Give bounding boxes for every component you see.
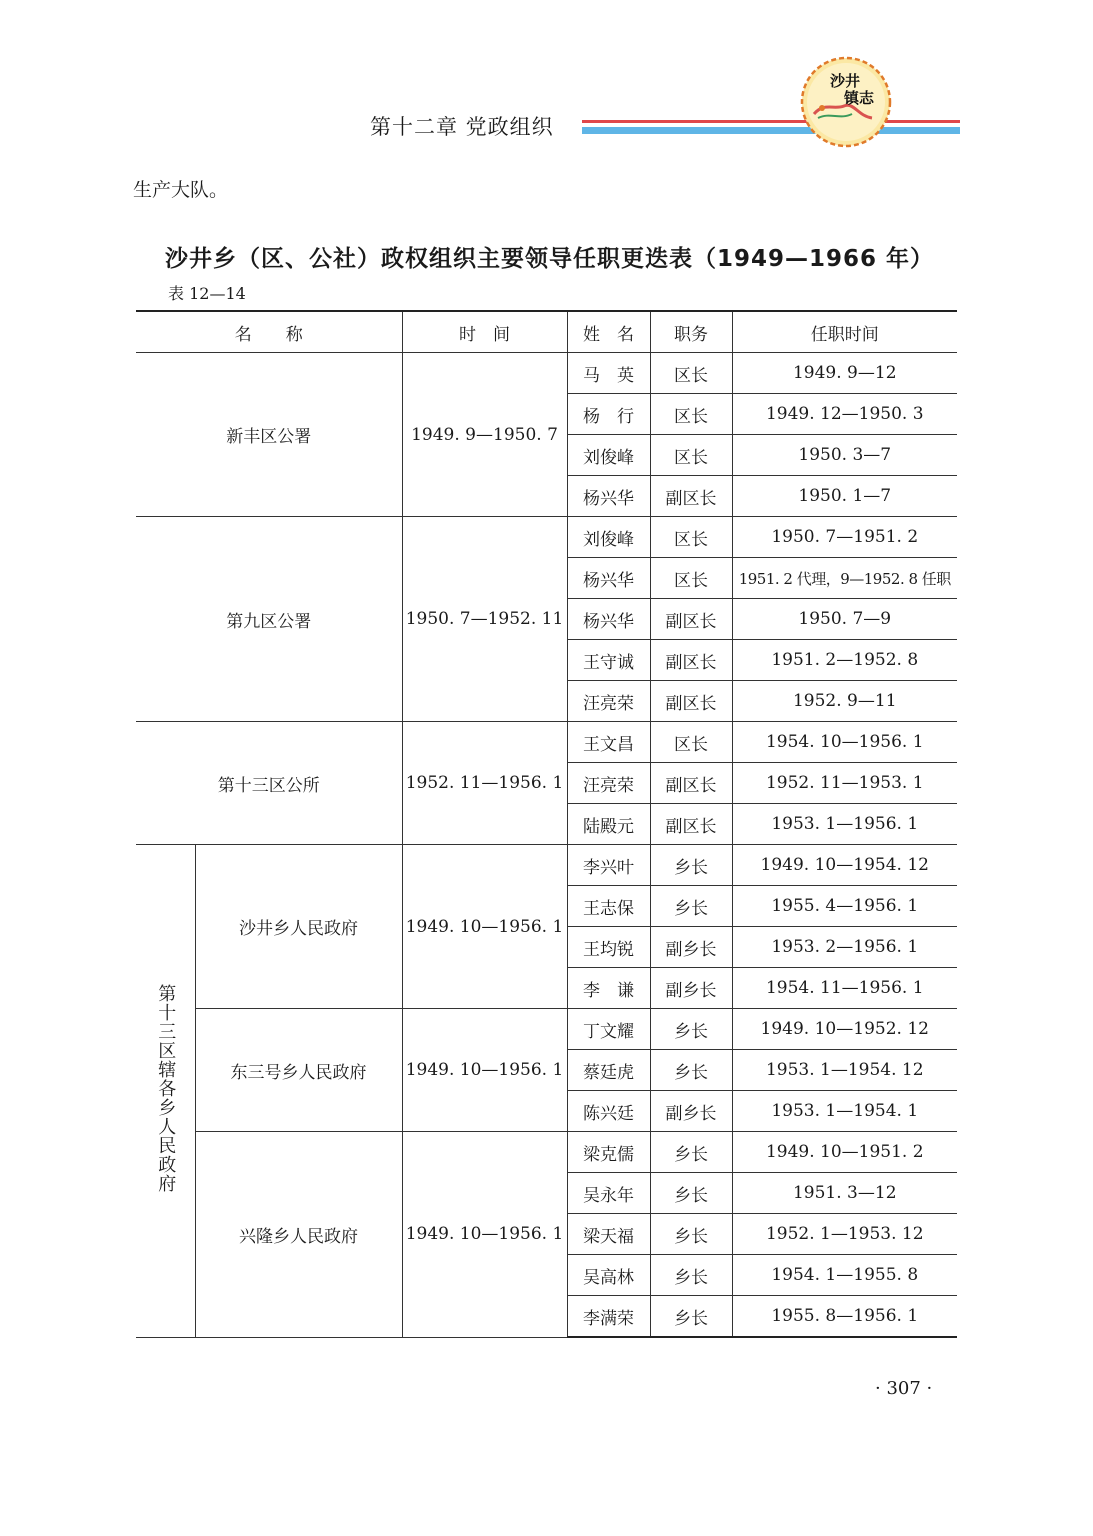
org-name: 新丰区公署: [136, 353, 402, 517]
tenure: 1950. 3—7: [732, 435, 957, 476]
tenure: 1949. 10—1954. 12: [732, 845, 957, 886]
tenure: 1953. 1—1954. 1: [732, 1091, 957, 1132]
table-row: [136, 353, 957, 394]
org-period: 1949. 10—1956. 1: [402, 845, 567, 1009]
tenure: 1949. 12—1950. 3: [732, 394, 957, 435]
person-name: 刘俊峰: [567, 517, 650, 558]
person-name: 陆殿元: [567, 804, 650, 845]
position: 乡长: [650, 1132, 732, 1173]
tenure: 1954. 11—1956. 1: [732, 968, 957, 1009]
org-period: 1949. 9—1950. 7: [402, 353, 567, 517]
org-name: 第九区公署: [136, 517, 402, 722]
table-row: [136, 722, 957, 763]
person-name: 陈兴廷: [567, 1091, 650, 1132]
tenure: 1949. 9—12: [732, 353, 957, 394]
position: 区长: [650, 394, 732, 435]
person-name: 王守诚: [567, 640, 650, 681]
tenure: 1951. 2 代理，9—1952. 8 任职: [732, 558, 957, 599]
person-name: 王志保: [567, 886, 650, 927]
org-name: 沙井乡人民政府: [195, 845, 402, 1009]
person-name: 杨兴华: [567, 476, 650, 517]
org-period: 1949. 10—1956. 1: [402, 1132, 567, 1338]
tenure: 1953. 2—1956. 1: [732, 927, 957, 968]
header-tenure: 任职时间: [732, 311, 957, 353]
position: 乡长: [650, 1009, 732, 1050]
tenure: 1952. 1—1953. 12: [732, 1214, 957, 1255]
intro-text: 生产大队。: [133, 179, 229, 201]
position: 乡长: [650, 1296, 732, 1338]
tenure: 1952. 11—1953. 1: [732, 763, 957, 804]
person-name: 吴永年: [567, 1173, 650, 1214]
position: 副乡长: [650, 927, 732, 968]
tenure: 1954. 1—1955. 8: [732, 1255, 957, 1296]
person-name: 李满荣: [567, 1296, 650, 1338]
org-name: 兴隆乡人民政府: [195, 1132, 402, 1338]
person-name: 马 英: [567, 353, 650, 394]
tenure: 1951. 3—12: [732, 1173, 957, 1214]
header-period: 时 间: [402, 311, 567, 353]
position: 区长: [650, 353, 732, 394]
position: 副乡长: [650, 968, 732, 1009]
position: 乡长: [650, 1050, 732, 1091]
table-number: 表 12—14: [168, 284, 246, 303]
tenure: 1949. 10—1951. 2: [732, 1132, 957, 1173]
leadership-table: [136, 310, 957, 1338]
position: 副乡长: [650, 1091, 732, 1132]
person-name: 王均锐: [567, 927, 650, 968]
org-period: 1949. 10—1956. 1: [402, 1009, 567, 1132]
person-name: 杨 行: [567, 394, 650, 435]
tenure: 1953. 1—1956. 1: [732, 804, 957, 845]
org-period: 1952. 11—1956. 1: [402, 722, 567, 845]
position: 乡长: [650, 1214, 732, 1255]
tenure: 1955. 8—1956. 1: [732, 1296, 957, 1338]
org-name: 第十三区公所: [136, 722, 402, 845]
org-name: 东三号乡人民政府: [195, 1009, 402, 1132]
person-name: 李 谦: [567, 968, 650, 1009]
person-name: 梁天福: [567, 1214, 650, 1255]
table-row: [136, 845, 957, 886]
position: 乡长: [650, 845, 732, 886]
org-period: 1950. 7—1952. 11: [402, 517, 567, 722]
tenure: 1950. 1—7: [732, 476, 957, 517]
tenure: 1950. 7—1951. 2: [732, 517, 957, 558]
position: 区长: [650, 517, 732, 558]
person-name: 汪亮荣: [567, 681, 650, 722]
position: 副区长: [650, 763, 732, 804]
chapter-title: 第十二章 党政组织: [370, 115, 554, 139]
person-name: 梁克儒: [567, 1132, 650, 1173]
header-rule-blue: [582, 127, 960, 134]
table-header-row: [136, 311, 957, 353]
header-rule-red: [582, 120, 960, 123]
outer-group-label-text: 第十三区辖各乡人民政府: [155, 983, 177, 1193]
position: 区长: [650, 435, 732, 476]
header-position: 职务: [650, 311, 732, 353]
table-row: [136, 517, 957, 558]
position: 副区长: [650, 476, 732, 517]
position: 副区长: [650, 640, 732, 681]
tenure: 1952. 9—11: [732, 681, 957, 722]
table-title: 沙井乡（区、公社）政权组织主要领导任职更迭表（1949—1966 年）: [165, 246, 935, 272]
position: 乡长: [650, 1255, 732, 1296]
position: 副区长: [650, 804, 732, 845]
person-name: 汪亮荣: [567, 763, 650, 804]
tenure: 1955. 4—1956. 1: [732, 886, 957, 927]
person-name: 丁文耀: [567, 1009, 650, 1050]
table-row: [136, 1009, 957, 1050]
position: 区长: [650, 722, 732, 763]
tenure: 1949. 10—1952. 12: [732, 1009, 957, 1050]
person-name: 李兴叶: [567, 845, 650, 886]
person-name: 吴高林: [567, 1255, 650, 1296]
person-name: 蔡廷虎: [567, 1050, 650, 1091]
person-name: 王文昌: [567, 722, 650, 763]
header-person: 姓 名: [567, 311, 650, 353]
position: 副区长: [650, 681, 732, 722]
header-name: 名 称: [136, 311, 402, 353]
position: 区长: [650, 558, 732, 599]
outer-group-label: [136, 845, 195, 1338]
page-number: · 307 ·: [875, 1378, 933, 1399]
person-name: 刘俊峰: [567, 435, 650, 476]
seal-logo: [800, 56, 892, 148]
tenure: 1954. 10—1956. 1: [732, 722, 957, 763]
seal-text-top: 沙井: [830, 72, 861, 90]
tenure: 1951. 2—1952. 8: [732, 640, 957, 681]
tenure: 1950. 7—9: [732, 599, 957, 640]
position: 副区长: [650, 599, 732, 640]
position: 乡长: [650, 886, 732, 927]
tenure: 1953. 1—1954. 12: [732, 1050, 957, 1091]
position: 乡长: [650, 1173, 732, 1214]
person-name: 杨兴华: [567, 558, 650, 599]
table-row: [136, 1132, 957, 1173]
person-name: 杨兴华: [567, 599, 650, 640]
seal-text-bottom: 镇志: [844, 89, 875, 107]
